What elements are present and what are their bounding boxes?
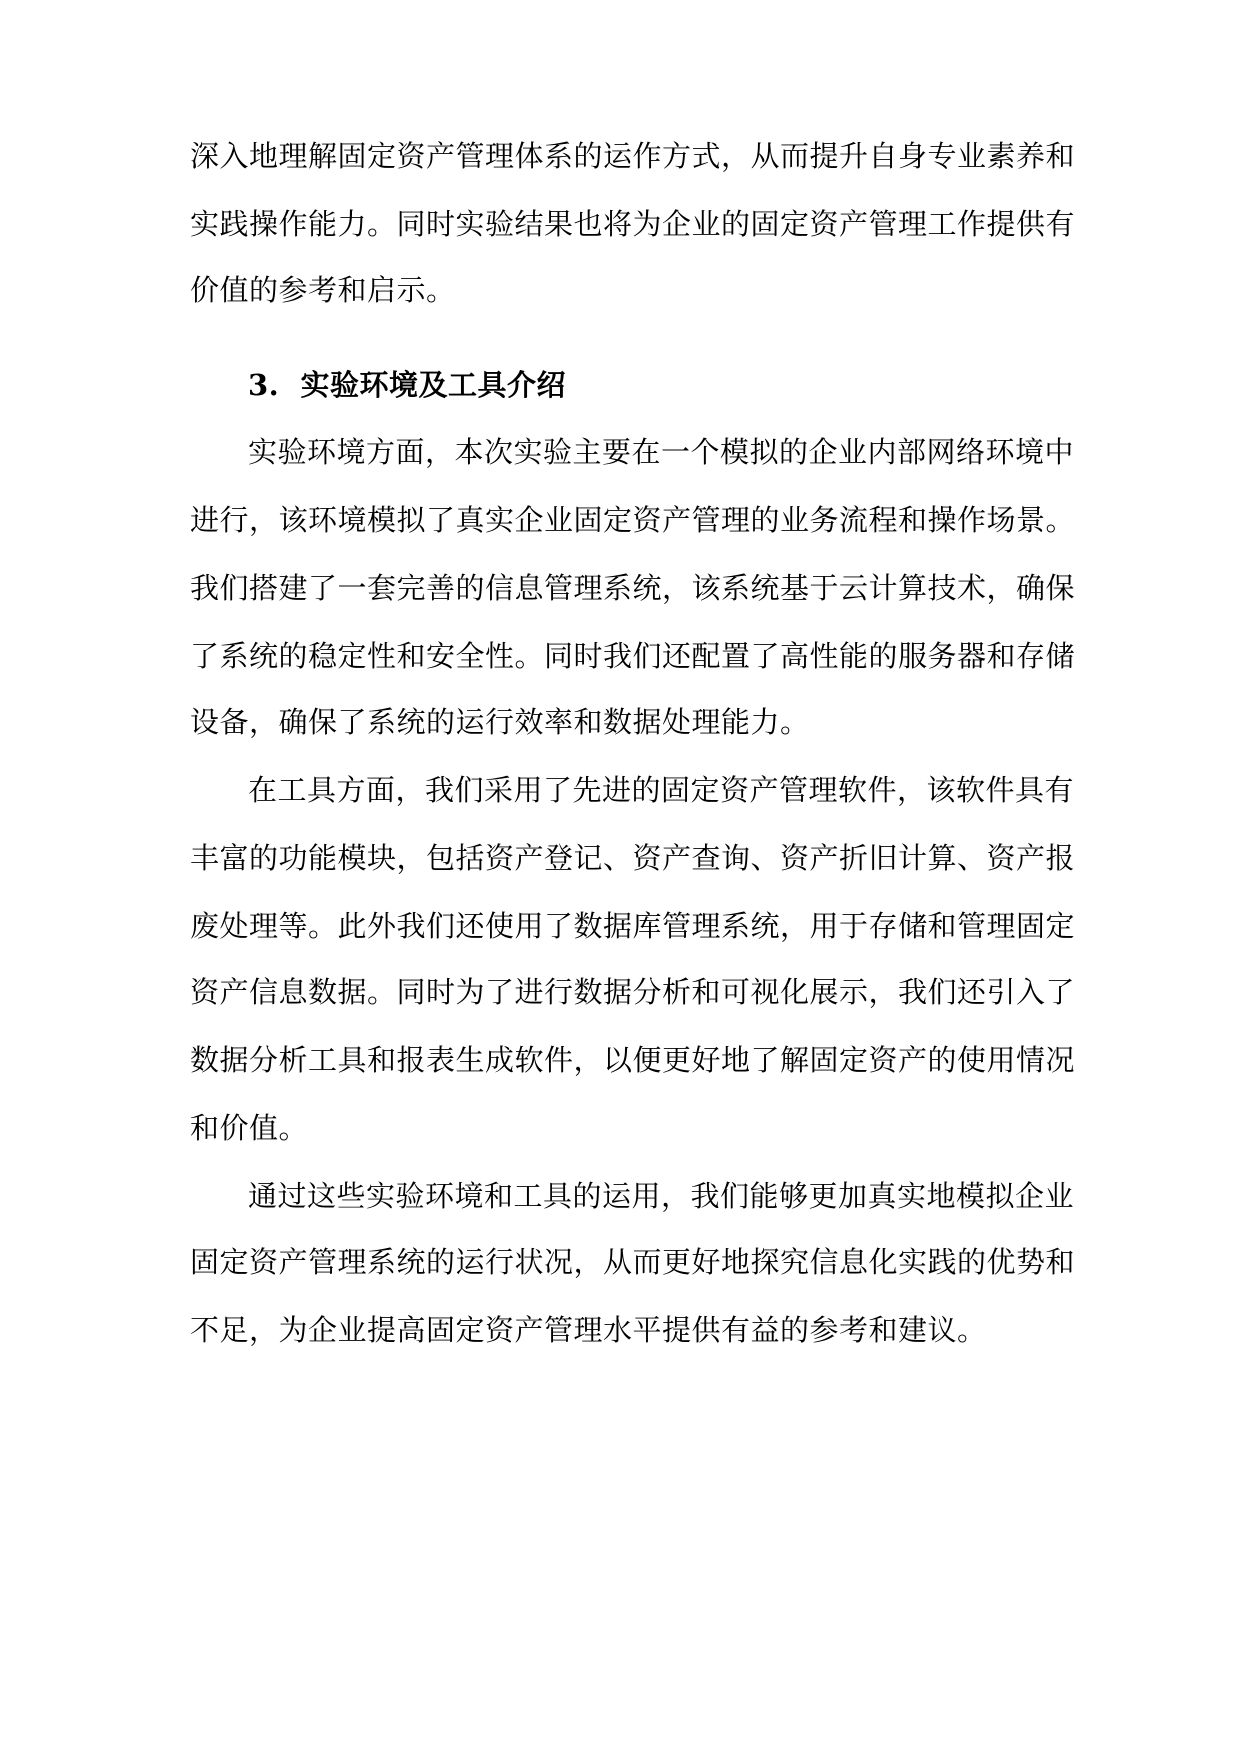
intro-line-3: 价值的参考和启示。: [190, 273, 456, 307]
intro-line-2: 实践操作能力。同时实验结果也将为企业的固定资产管理工作提供有: [190, 207, 1076, 241]
section-heading: [248, 365, 1108, 405]
conclusion-line-3: 不足，为企业提高固定资产管理水平提供有益的参考和建议。: [190, 1313, 987, 1347]
conclusion-line-2: 固定资产管理系统的运行状况，从而更好地探究信息化实践的优势和: [190, 1245, 1076, 1279]
tools-line-3: 废处理等。此外我们还使用了数据库管理系统，用于存储和管理固定: [190, 909, 1076, 943]
env-line-2: 进行，该环境模拟了真实企业固定资产管理的业务流程和操作场景。: [190, 503, 1076, 537]
env-line-3: 我们搭建了一套完善的信息管理系统，该系统基于云计算技术，确保: [190, 571, 1076, 605]
conclusion-line-1: 通过这些实验环境和工具的运用，我们能够更加真实地模拟企业: [248, 1179, 1075, 1213]
env-line-1: 实验环境方面，本次实验主要在一个模拟的企业内部网络环境中: [248, 435, 1075, 469]
section-title: 实验环境及工具介绍: [300, 368, 566, 402]
env-line-5: 设备，确保了系统的运行效率和数据处理能力。: [190, 705, 810, 739]
tools-line-5: 数据分析工具和报表生成软件，以便更好地了解固定资产的使用情况: [190, 1043, 1076, 1077]
tools-line-4: 资产信息数据。同时为了进行数据分析和可视化展示，我们还引入了: [190, 975, 1076, 1009]
env-line-4: 了系统的稳定性和安全性。同时我们还配置了高性能的服务器和存储: [190, 639, 1076, 673]
intro-line-1: 深入地理解固定资产管理体系的运作方式，从而提升自身专业素养和: [190, 139, 1076, 173]
section-number: 3.: [248, 368, 280, 402]
tools-line-6: 和价值。: [190, 1111, 309, 1145]
tools-line-2: 丰富的功能模块，包括资产登记、资产查询、资产折旧计算、资产报: [190, 841, 1076, 875]
tools-line-1: 在工具方面，我们采用了先进的固定资产管理软件，该软件具有: [248, 773, 1075, 807]
